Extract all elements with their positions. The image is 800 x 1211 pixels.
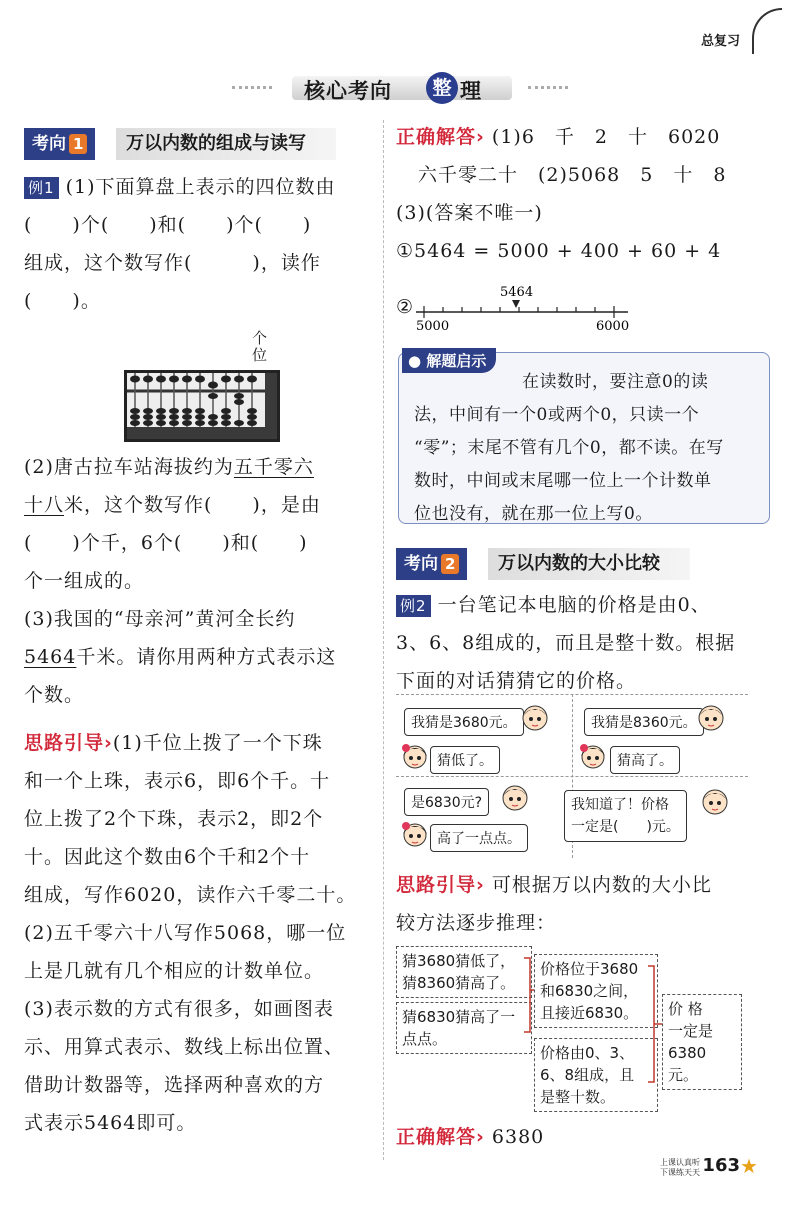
text-line: 示、用算式表示、数线上标出位置、	[24, 1036, 345, 1058]
abacus-beads	[127, 373, 265, 427]
text-line: 数时，中间或末尾哪一位上一个计数单	[414, 471, 712, 491]
banner-dots-left	[232, 86, 272, 89]
text-line: ( )个( )和( )个( )	[24, 214, 312, 236]
text-line: 组成，这个数写作( )，读作	[24, 252, 321, 274]
text-line: 可根据万以内数的大小比	[491, 874, 712, 896]
section-banner	[282, 70, 518, 104]
corner-decoration	[752, 8, 782, 54]
dialogue-panel	[396, 694, 748, 858]
text-line: (1)下面算盘上表示的四位数由	[65, 176, 336, 198]
boy-icon	[500, 782, 530, 816]
speech-bubble: 我知道了！价格 一定是( )元。	[564, 790, 687, 842]
speech-bubble: 我猜是3680元。	[404, 708, 524, 736]
girl-icon	[400, 818, 430, 852]
section-tag: 考向 1	[24, 128, 95, 160]
flow-brackets	[520, 950, 670, 1100]
speech-bubble: 猜低了。	[430, 746, 500, 774]
banner-badge: 整	[426, 72, 458, 104]
example-2	[396, 586, 776, 700]
reasoning-box: 价格位于3680 和6830之间， 且接近6830。	[534, 954, 658, 1028]
text-line: (3)(答案不唯一)	[396, 202, 543, 224]
underlined-text: 5464	[24, 646, 77, 668]
text-line: (2)唐古拉车站海拔约为	[24, 456, 234, 478]
example-label: 例1	[24, 177, 59, 199]
boy-icon	[520, 702, 550, 736]
text-line: 较方法逐步推理：	[396, 912, 557, 934]
text-line: (1)千位上拨了一个下珠	[112, 732, 323, 754]
guide-label: 思路引导	[24, 732, 105, 754]
text-line: ①5464 = 5000 + 400 + 60 + 4	[396, 240, 722, 262]
speech-bubble: 猜高了。	[610, 746, 680, 774]
text-line: 借助计数器等，选择两种喜欢的方	[24, 1074, 325, 1096]
text-line: 下面的对话猜猜它的价格。	[396, 670, 637, 692]
boy-icon	[700, 786, 730, 820]
footer-slogan: 上课认真听 下课练天天	[660, 1158, 700, 1177]
text-line: 千米。请你用两种方式表示这	[76, 646, 337, 668]
banner-dots-right	[528, 86, 568, 89]
hint-tag: ● 解题启示	[402, 348, 496, 373]
column-divider	[383, 120, 384, 1160]
text-line: 十。因此这个数由6个千和2个十	[24, 846, 311, 868]
banner-text-end: 理	[460, 79, 481, 103]
text-line: 个数。	[24, 684, 85, 706]
boy-icon	[696, 702, 726, 736]
text-line: 米，这个数写作( )，是由	[64, 494, 321, 516]
abacus-image	[124, 370, 280, 442]
text-line: (3)表示数的方式有很多，如画图表	[24, 998, 334, 1020]
text-line: ( )个千，6个( )和( )	[24, 532, 308, 554]
text-line: 六千零二十 (2)5068 5 十 8	[418, 164, 727, 186]
answer-label: 正确解答	[396, 126, 477, 148]
text-line: (2)五千零六十八写作5068，哪一位	[24, 922, 347, 944]
girl-icon	[578, 740, 608, 774]
text-line: 组成，写作6020，读作六千零二十。	[24, 884, 357, 906]
section-tag: 考向 2	[396, 548, 467, 580]
text-line: 个一组成的。	[24, 570, 145, 592]
underlined-text: 十八	[24, 494, 65, 516]
answer-value: 6380	[491, 1126, 545, 1148]
text-line: 一台笔记本电脑的价格是由0、	[437, 594, 711, 616]
section-title: 万以内数的大小比较	[488, 548, 690, 580]
chapter-title: 总复习	[700, 34, 740, 49]
answer-1: 正确解答› (1)6 千 2 十 6020 六千零二十 (2)5068 5 十 8 (3)(答案不唯一) ①5464 = 5000 + 400 + 60 + 4	[396, 118, 776, 270]
text-line: 3、6、8组成的，而且是整十数。根据	[396, 632, 736, 654]
text-line: (1)6 千 2 十 6020	[491, 126, 721, 148]
speech-bubble: 是6830元?	[404, 788, 489, 816]
example-1-part-2	[24, 448, 380, 714]
number-line-prefix: ②	[396, 296, 414, 318]
guide-2: 思路引导› 可根据万以内数的大小比 较方法逐步推理：	[396, 866, 776, 942]
girl-icon	[400, 740, 430, 774]
page-number: 163	[702, 1155, 740, 1176]
text-line: 上是几就有几个相应的计数单位。	[24, 960, 325, 982]
star-icon: ★	[740, 1154, 758, 1178]
speech-bubble: 我猜是8360元。	[584, 708, 704, 736]
reasoning-box: 猜6830猜高了一 点点。	[396, 1002, 532, 1054]
text-line: 在读数时，要注意0的读	[522, 372, 709, 392]
text-line: 法，中间有一个0或两个0，只读一个	[414, 405, 700, 425]
underlined-text: 五千零六	[233, 456, 314, 478]
answer-2: 正确解答› 6380	[396, 1126, 545, 1148]
number-line	[416, 282, 636, 334]
section-2-header	[396, 548, 768, 580]
text-line: 式表示5464即可。	[24, 1112, 197, 1134]
section-1-header	[24, 128, 372, 160]
text-line: (3)我国的“母亲河”黄河全长约	[24, 608, 296, 630]
section-title: 万以内数的组成与读写	[116, 128, 336, 160]
guide-1: 思路引导›(1)千位上拨了一个下珠 和一个上珠，表示6，即6个千。十 位上拨了2个下珠，表示2，即2个 十。因此这个数由6个千和2个十 组成，写作6020，读作六千零二十。 (2)五千零六十八写作5068，哪一位 上是几就有几个相应的计数单位。 (3)表示数的方式有很多，如画图表 示、用算式表示、数线上标出位置、 借助计数器等，选择两种喜欢的方 式表示5464即可。	[24, 724, 380, 1142]
text-line: “零”；末尾不管有几个0，都不读。在写	[414, 438, 724, 458]
number-line-mark: 5464	[500, 285, 534, 300]
example-label: 例2	[396, 595, 431, 617]
speech-bubble: 高了一点点。	[430, 824, 528, 852]
number-line-start: 5000	[416, 319, 450, 334]
banner-text: 核心考向	[304, 79, 392, 103]
hint-text	[414, 366, 754, 531]
text-line: ( )。	[24, 290, 101, 312]
text-line: 位也没有，就在那一位上写0。	[414, 504, 653, 524]
number-line-end: 6000	[596, 319, 630, 334]
text-line: 位上拨了2个下珠，表示2，即2个	[24, 808, 324, 830]
answer-label: 正确解答	[396, 1126, 477, 1148]
guide-label: 思路引导	[396, 874, 477, 896]
reasoning-box: 价格由0、3、 6、8组成，且 是整十数。	[534, 1038, 658, 1112]
reasoning-box: 猜3680猜低了， 猜8360猜高了。	[396, 946, 532, 998]
conclusion-box: 价 格 一定是 6380元。	[662, 994, 742, 1090]
text-line: 和一个上珠，表示6，即6个千。十	[24, 770, 331, 792]
abacus-label: 个 位	[252, 329, 268, 364]
example-1	[24, 168, 380, 320]
